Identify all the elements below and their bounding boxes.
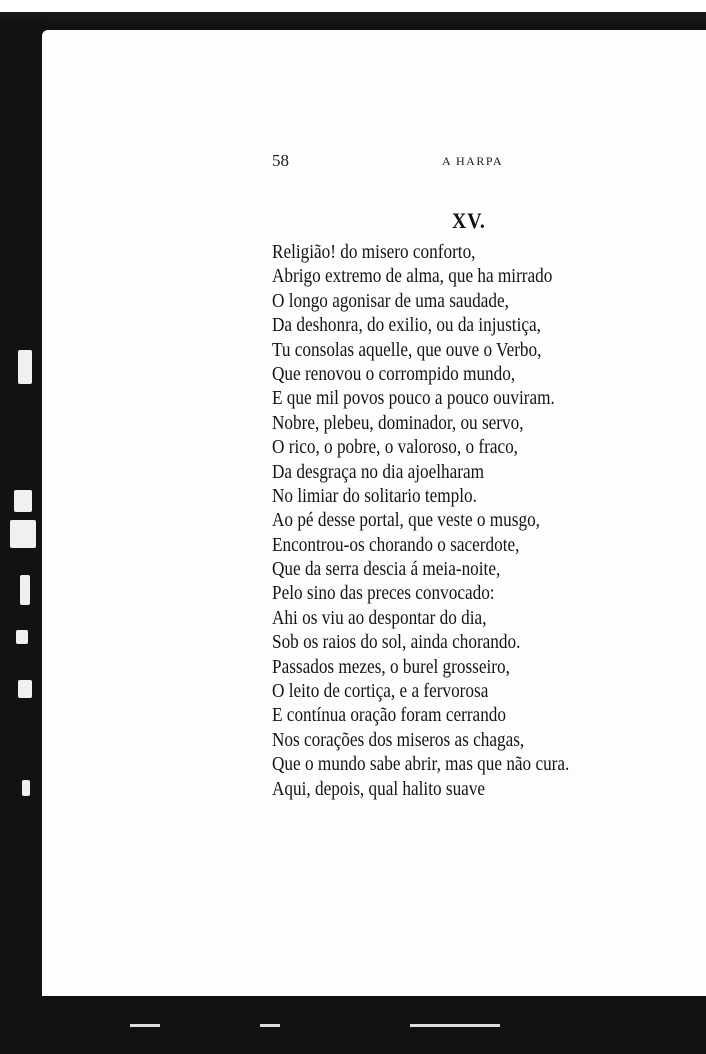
scan-speck bbox=[10, 520, 36, 548]
poem-line: O longo agonisar de uma saudade, bbox=[272, 289, 509, 312]
page-header bbox=[272, 151, 552, 175]
scan-speck bbox=[16, 630, 28, 644]
poem-line: Nobre, plebeu, dominador, ou servo, bbox=[272, 411, 524, 434]
running-title: A HARPA bbox=[442, 154, 504, 168]
scan-left-border bbox=[0, 20, 44, 1020]
scan-speck bbox=[18, 680, 32, 698]
scan-streak bbox=[410, 1024, 500, 1027]
poem-line: Que renovou o corrompido mundo, bbox=[272, 362, 516, 385]
poem-line: Que o mundo sabe abrir, mas que não cura. bbox=[272, 753, 570, 776]
scan-speck bbox=[20, 575, 30, 605]
poem-line: Sob os raios do sol, ainda chorando. bbox=[272, 631, 521, 654]
poem-line: Da desgraça no dia ajoelharam bbox=[272, 460, 485, 483]
poem-line: No limiar do solitario templo. bbox=[272, 484, 477, 507]
poem-line: Da deshonra, do exilio, ou da injustiça, bbox=[272, 314, 541, 337]
section-number: XV. bbox=[452, 208, 486, 233]
poem-line: Ahi os viu ao despontar do dia, bbox=[272, 606, 487, 629]
scan-top-border bbox=[0, 0, 706, 28]
poem-text bbox=[272, 240, 618, 801]
poem-line: E contínua oração foram cerrando bbox=[272, 704, 507, 727]
scan-speck bbox=[14, 490, 32, 512]
scan-streak bbox=[260, 1024, 280, 1027]
scan-bottom-border bbox=[0, 996, 706, 1054]
poem-line: E que mil povos pouco a pouco ouviram. bbox=[272, 387, 555, 410]
poem-line: Tu consolas aquelle, que ouve o Verbo, bbox=[272, 338, 542, 361]
scan-speck bbox=[18, 350, 32, 384]
scan-speck bbox=[22, 780, 30, 796]
scan-streak bbox=[130, 1024, 160, 1027]
poem-line: Encontrou-os chorando o sacerdote, bbox=[272, 533, 520, 556]
poem-line: Religião! do misero conforto, bbox=[272, 241, 476, 263]
poem-line: Passados mezes, o burel grosseiro, bbox=[272, 655, 510, 678]
page-number: 58 bbox=[272, 151, 289, 170]
poem-line: Nos corações dos miseros as chagas, bbox=[272, 728, 525, 751]
poem-line: Abrigo extremo de alma, que ha mirrado bbox=[272, 265, 553, 288]
poem-line: Aqui, depois, qual halito suave bbox=[272, 777, 486, 800]
poem-line: Que da serra descia á meia-noite, bbox=[272, 558, 501, 581]
poem-line: Pelo sino das preces convocado: bbox=[272, 582, 495, 605]
poem-line: O rico, o pobre, o valoroso, o fraco, bbox=[272, 436, 518, 459]
poem-line: Ao pé desse portal, que veste o musgo, bbox=[272, 509, 540, 532]
poem-line: O leito de cortiça, e a fervorosa bbox=[272, 680, 489, 703]
